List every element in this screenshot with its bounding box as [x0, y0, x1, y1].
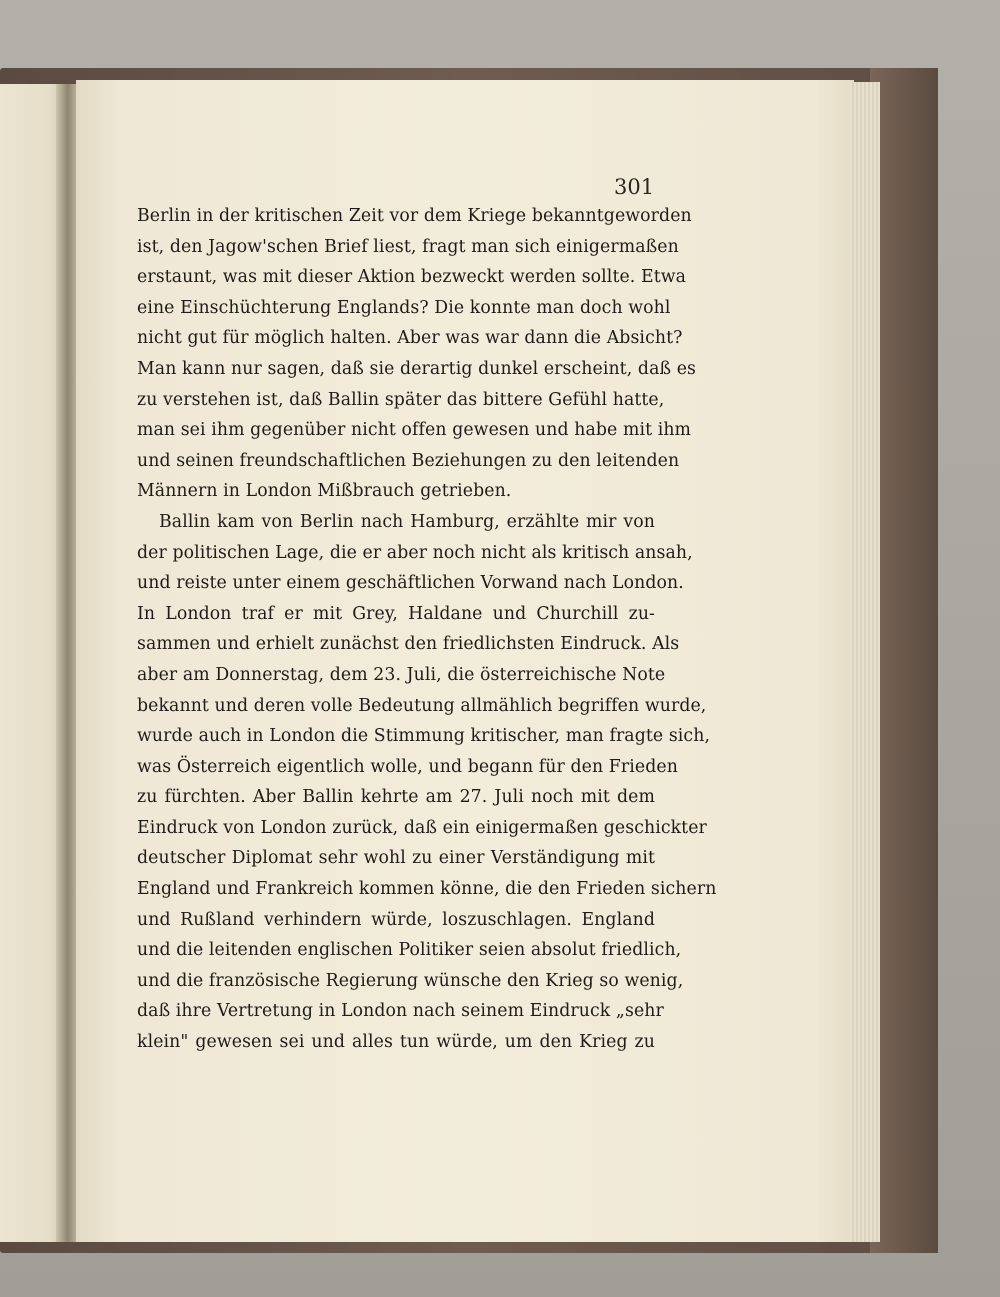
page-number: 301: [614, 175, 655, 199]
page-edges: [850, 82, 880, 1242]
text-line: deutscher Diplomat sehr wohl zu einer Verständigung mit: [137, 848, 655, 869]
text-line: eine Einschüchterung Englands? Die konnte man doch wohl: [137, 297, 671, 318]
text-line: England und Frankreich kommen könne, die den Frieden sichern: [137, 879, 717, 900]
text-line: Männern in London Mißbrauch getrieben.: [137, 481, 512, 502]
text-line: erstaunt, was mit dieser Aktion bezweckt werden sollte. Etwa: [137, 267, 687, 288]
text-line: und reiste unter einem geschäftlichen Vorwand nach London.: [137, 573, 684, 594]
text-line: zu fürchten. Aber Ballin kehrte am 27. Juli noch mit dem: [137, 787, 655, 808]
text-line: und Rußland verhindern würde, loszuschlagen. England: [137, 909, 655, 930]
text-line: und die leitenden englischen Politiker seien absolut friedlich,: [137, 940, 682, 961]
text-line: klein" gewesen sei und alles tun würde, um den Krieg zu: [137, 1032, 655, 1053]
text-line: Berlin in der kritischen Zeit vor dem Kriege bekanntgeworden: [137, 206, 692, 226]
text-line: Ballin kam von Berlin nach Hamburg, erzählte mir von: [159, 511, 655, 532]
text-line: was Österreich eigentlich wolle, und begann für den Frieden: [137, 756, 678, 777]
text-line: und die französische Regierung wünsche den Krieg so wenig,: [137, 970, 684, 991]
text-line: zu verstehen ist, daß Ballin später das bittere Gefühl hatte,: [137, 389, 665, 410]
text-line: wurde auch in London die Stimmung kritischer, man fragte sich,: [137, 726, 711, 747]
text-line: und seinen freundschaftlichen Beziehungen zu den leitenden: [137, 450, 680, 471]
body-text: [137, 201, 717, 1058]
text-line: bekannt und deren volle Bedeutung allmählich begriffen wurde,: [137, 695, 707, 716]
text-line: Man kann nur sagen, daß sie derartig dunkel erscheint, daß es: [137, 358, 697, 379]
text-line: ist, den Jagow'schen Brief liest, fragt man sich einigermaßen: [137, 236, 679, 257]
text-line: In London traf er mit Grey, Haldane und Churchill zu-: [137, 603, 655, 624]
text-line: der politischen Lage, die er aber noch nicht als kritisch ansah,: [137, 542, 693, 563]
text-line: daß ihre Vertretung in London nach seinem Eindruck „sehr: [137, 1001, 664, 1022]
book-cover-edge: [870, 68, 938, 1253]
text-line: Eindruck von London zurück, daß ein einigermaßen geschickter: [137, 817, 707, 838]
text-line: nicht gut für möglich halten. Aber was war dann die Absicht?: [137, 328, 683, 349]
text-line: man sei ihm gegenüber nicht offen gewesen und habe mit ihm: [137, 420, 692, 441]
text-line: aber am Donnerstag, dem 23. Juli, die österreichische Note: [137, 664, 666, 685]
text-line: sammen und erhielt zunächst den friedlichsten Eindruck. Als: [137, 634, 680, 655]
